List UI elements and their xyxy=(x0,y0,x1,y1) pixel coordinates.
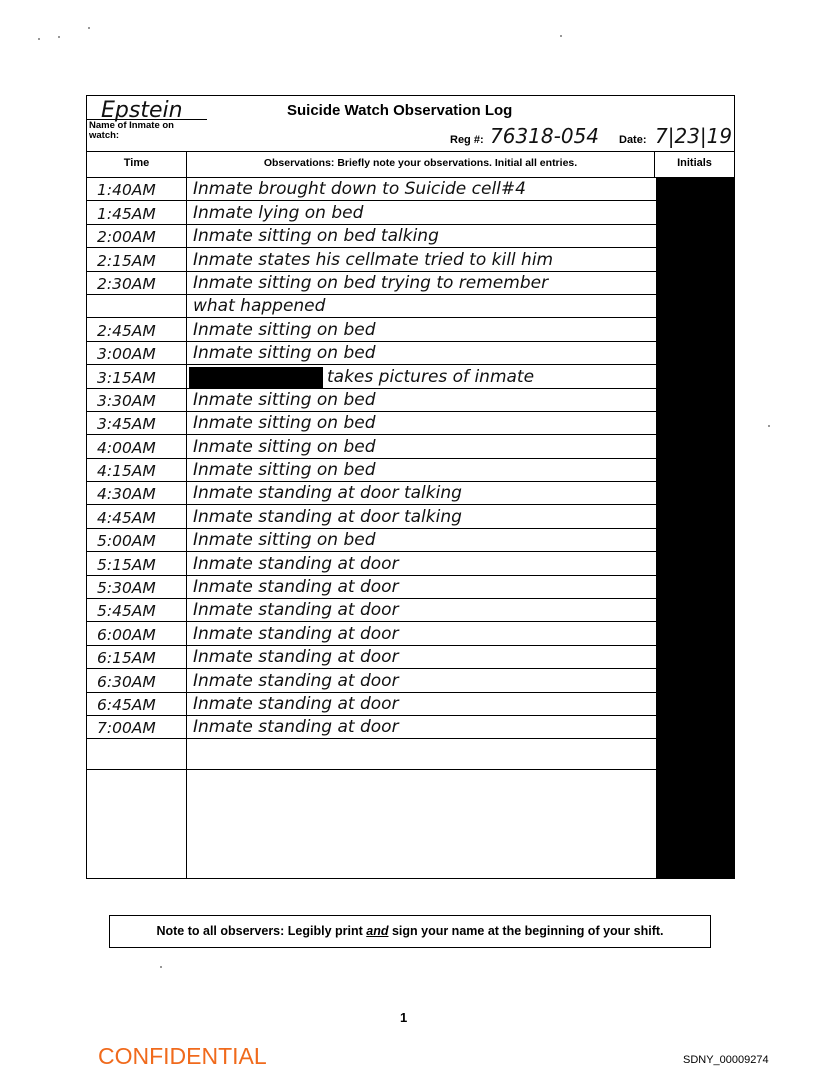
page-number: 1 xyxy=(400,1010,408,1025)
initials-redaction xyxy=(656,178,735,878)
entry-time: 3:15AM xyxy=(97,368,156,387)
log-row xyxy=(87,342,656,365)
log-row xyxy=(87,201,656,224)
observation-log-form xyxy=(86,95,735,879)
entry-time: 3:30AM xyxy=(97,391,156,410)
entry-time: 5:15AM xyxy=(97,555,156,574)
entry-time: 1:40AM xyxy=(97,181,156,200)
entry-time: 2:00AM xyxy=(97,228,156,247)
header-divider xyxy=(87,151,734,152)
date-value: 7|23|19 xyxy=(655,124,733,148)
name-redaction xyxy=(189,367,323,388)
log-row xyxy=(87,576,656,599)
entry-time: 3:00AM xyxy=(97,345,156,364)
confidential-stamp: CONFIDENTIAL xyxy=(98,1043,267,1069)
observer-note-box xyxy=(109,915,711,948)
log-row xyxy=(87,622,656,645)
entry-time: 2:30AM xyxy=(97,274,156,293)
observer-note: Note to all observers: Legibly print and sign your name at the beginning of your shift. xyxy=(156,924,664,938)
inmate-name-label: Name of Inmate on watch: xyxy=(89,120,174,141)
log-row xyxy=(87,693,656,716)
entry-time: 5:45AM xyxy=(97,602,156,621)
log-row xyxy=(87,225,656,248)
log-row xyxy=(87,412,656,435)
entry-observation: Inmate sitting on bed xyxy=(193,436,376,457)
entry-time: 4:45AM xyxy=(97,508,156,527)
entry-time: 7:00AM xyxy=(97,719,156,738)
date-label: Date: xyxy=(619,134,647,146)
initials-column-header: Initials xyxy=(677,157,712,169)
entry-time: 1:45AM xyxy=(97,204,156,223)
entry-time: 5:30AM xyxy=(97,579,156,598)
time-column-header: Time xyxy=(123,157,150,169)
log-row xyxy=(87,459,656,482)
entry-observation: Inmate standing at door xyxy=(193,600,399,621)
scan-speck xyxy=(38,38,40,40)
entry-observation: Inmate lying on bed xyxy=(193,202,364,223)
entry-observation: Inmate standing at door talking xyxy=(193,483,462,504)
reg-number-value: 76318-054 xyxy=(490,124,600,148)
entry-time: 6:30AM xyxy=(97,672,156,691)
bates-number: SDNY_00009274 xyxy=(683,1054,769,1066)
log-row xyxy=(87,529,656,552)
entry-observation: Inmate standing at door talking xyxy=(193,506,462,527)
entry-observation: Inmate standing at door xyxy=(193,670,399,691)
log-row xyxy=(87,365,656,388)
entry-observation: Inmate sitting on bed xyxy=(193,319,376,340)
log-row xyxy=(87,295,656,318)
entry-observation: Inmate sitting on bed xyxy=(193,530,376,551)
entry-observation: Inmate sitting on bed xyxy=(193,343,376,364)
log-row xyxy=(87,482,656,505)
log-row xyxy=(87,318,656,341)
entry-time: 4:30AM xyxy=(97,485,156,504)
log-row xyxy=(87,272,656,295)
inmate-name: Epstein xyxy=(101,98,183,123)
entry-time: 6:15AM xyxy=(97,649,156,668)
entry-observation: Inmate states his cellmate tried to kill him xyxy=(193,249,554,270)
log-entries xyxy=(87,178,656,770)
scan-speck xyxy=(88,27,90,29)
log-row xyxy=(87,248,656,271)
log-row xyxy=(87,669,656,692)
entry-observation: Inmate sitting on bed xyxy=(193,413,376,434)
log-row xyxy=(87,646,656,669)
scan-speck xyxy=(768,425,770,427)
log-row xyxy=(87,552,656,575)
entry-time: 3:45AM xyxy=(97,415,156,434)
entry-time: 4:00AM xyxy=(97,438,156,457)
entry-time: 6:45AM xyxy=(97,695,156,714)
log-row xyxy=(87,178,656,201)
entry-observation: Inmate sitting on bed trying to remember xyxy=(193,272,549,293)
log-row xyxy=(87,389,656,412)
entry-observation: Inmate standing at door xyxy=(193,577,399,598)
entry-time: 2:15AM xyxy=(97,251,156,270)
log-row xyxy=(87,599,656,622)
entry-time: 4:15AM xyxy=(97,462,156,481)
form-title: Suicide Watch Observation Log xyxy=(287,102,513,119)
entry-time: 2:45AM xyxy=(97,321,156,340)
entry-observation: Inmate sitting on bed xyxy=(193,460,376,481)
entry-observation: Inmate standing at door xyxy=(193,647,399,668)
entry-observation: Inmate standing at door xyxy=(193,693,399,714)
observations-column-header: Observations: Briefly note your observations. Initial all entries. xyxy=(263,157,578,169)
log-row xyxy=(87,435,656,458)
reg-number-label: Reg #: xyxy=(450,134,484,146)
entry-observation: Inmate standing at door xyxy=(193,717,399,738)
entry-time: 5:00AM xyxy=(97,532,156,551)
entry-observation: Inmate sitting on bed xyxy=(193,389,376,410)
entry-observation: takes pictures of inmate xyxy=(327,366,535,387)
entry-observation: Inmate sitting on bed talking xyxy=(193,226,439,247)
scan-speck xyxy=(58,36,60,38)
log-row xyxy=(87,505,656,528)
entry-time: 6:00AM xyxy=(97,625,156,644)
entry-observation: Inmate standing at door xyxy=(193,623,399,644)
entry-observation: what happened xyxy=(193,296,326,317)
scan-speck xyxy=(560,35,562,37)
log-row xyxy=(87,716,656,739)
entry-observation: Inmate brought down to Suicide cell#4 xyxy=(193,179,526,200)
scan-speck xyxy=(160,966,162,968)
empty-log-row xyxy=(87,739,656,770)
entry-observation: Inmate standing at door xyxy=(193,553,399,574)
